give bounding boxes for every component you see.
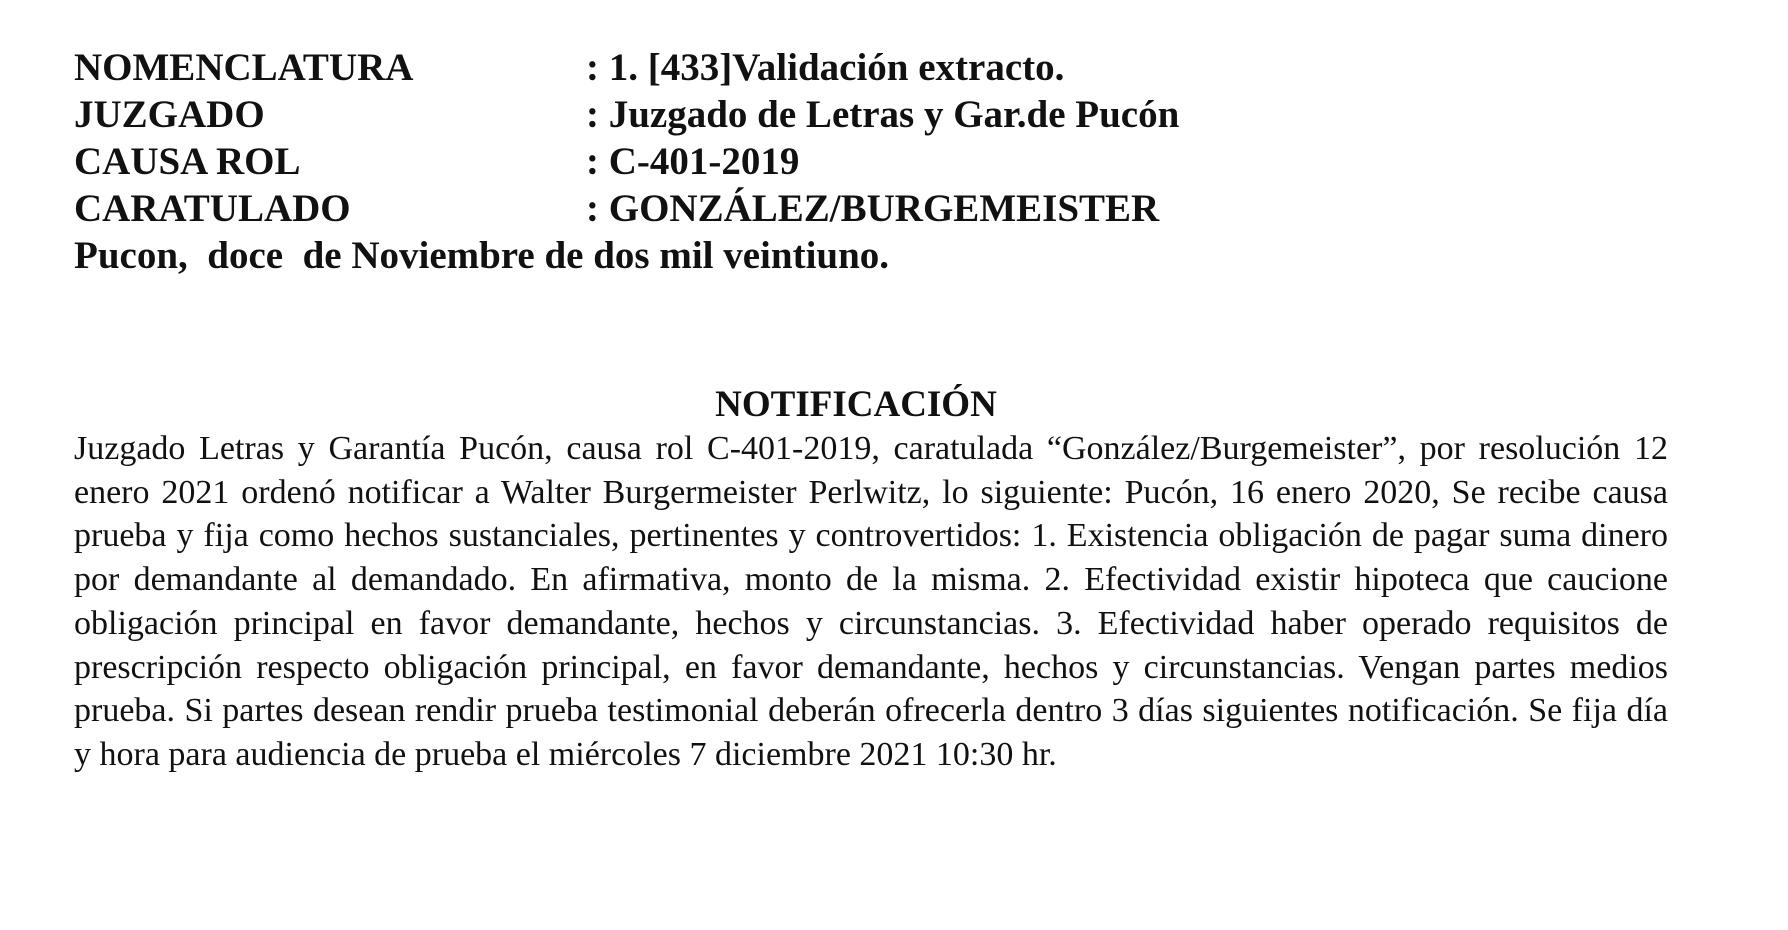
header-row-nomenclatura (74, 44, 1668, 91)
header-label: JUZGADO (74, 93, 265, 136)
notification-body: Juzgado Letras y Garantía Pucón, causa rol C-401-2019, caratulada “González/Burgemeister”, por resolución 12 enero 2021 ordenó notificar a Walter Burgermeister Perlwitz, lo siguiente: Pucón, 16 enero 2020, Se recibe causa prueba y fija como hechos sustanciales, pertinentes y controvertidos: 1. Existencia obligación de pagar suma dinero por demandante al demandado. En afirmativa, monto de la misma. 2. Efectividad existir hipoteca que caucione obligación principal en favor demandante, hechos y circunstancias. 3. Efectividad haber operado requisitos de prescripción respecto obligación principal, en favor demandante, hechos y circunstancias. Vengan partes medios prueba. Si partes desean rendir prueba testimonial deberán ofrecerla dentro 3 días siguientes notificación. Se fija día y hora para audiencia de prueba el miércoles 7 diciembre 2021 10:30 hr. (74, 430, 1668, 773)
header-value: : GONZÁLEZ/BURGEMEISTER (586, 187, 1160, 230)
header-label: CARATULADO (74, 187, 351, 230)
header-label: CAUSA ROL (74, 140, 301, 183)
header-value: : C-401-2019 (586, 140, 800, 183)
document (74, 44, 1668, 777)
case-header (74, 44, 1668, 279)
header-value: : Juzgado de Letras y Gar.de Pucón (586, 93, 1180, 136)
header-row-caratulado (74, 185, 1668, 232)
header-label: NOMENCLATURA (74, 46, 414, 89)
header-value: : 1. [433]Validación extracto. (586, 46, 1065, 89)
notification-title: NOTIFICACIÓN (715, 384, 997, 425)
header-row-causa-rol (74, 138, 1668, 185)
date-line: Pucon, doce de Noviembre de dos mil veintiuno. (74, 234, 890, 277)
header-row-juzgado (74, 91, 1668, 138)
